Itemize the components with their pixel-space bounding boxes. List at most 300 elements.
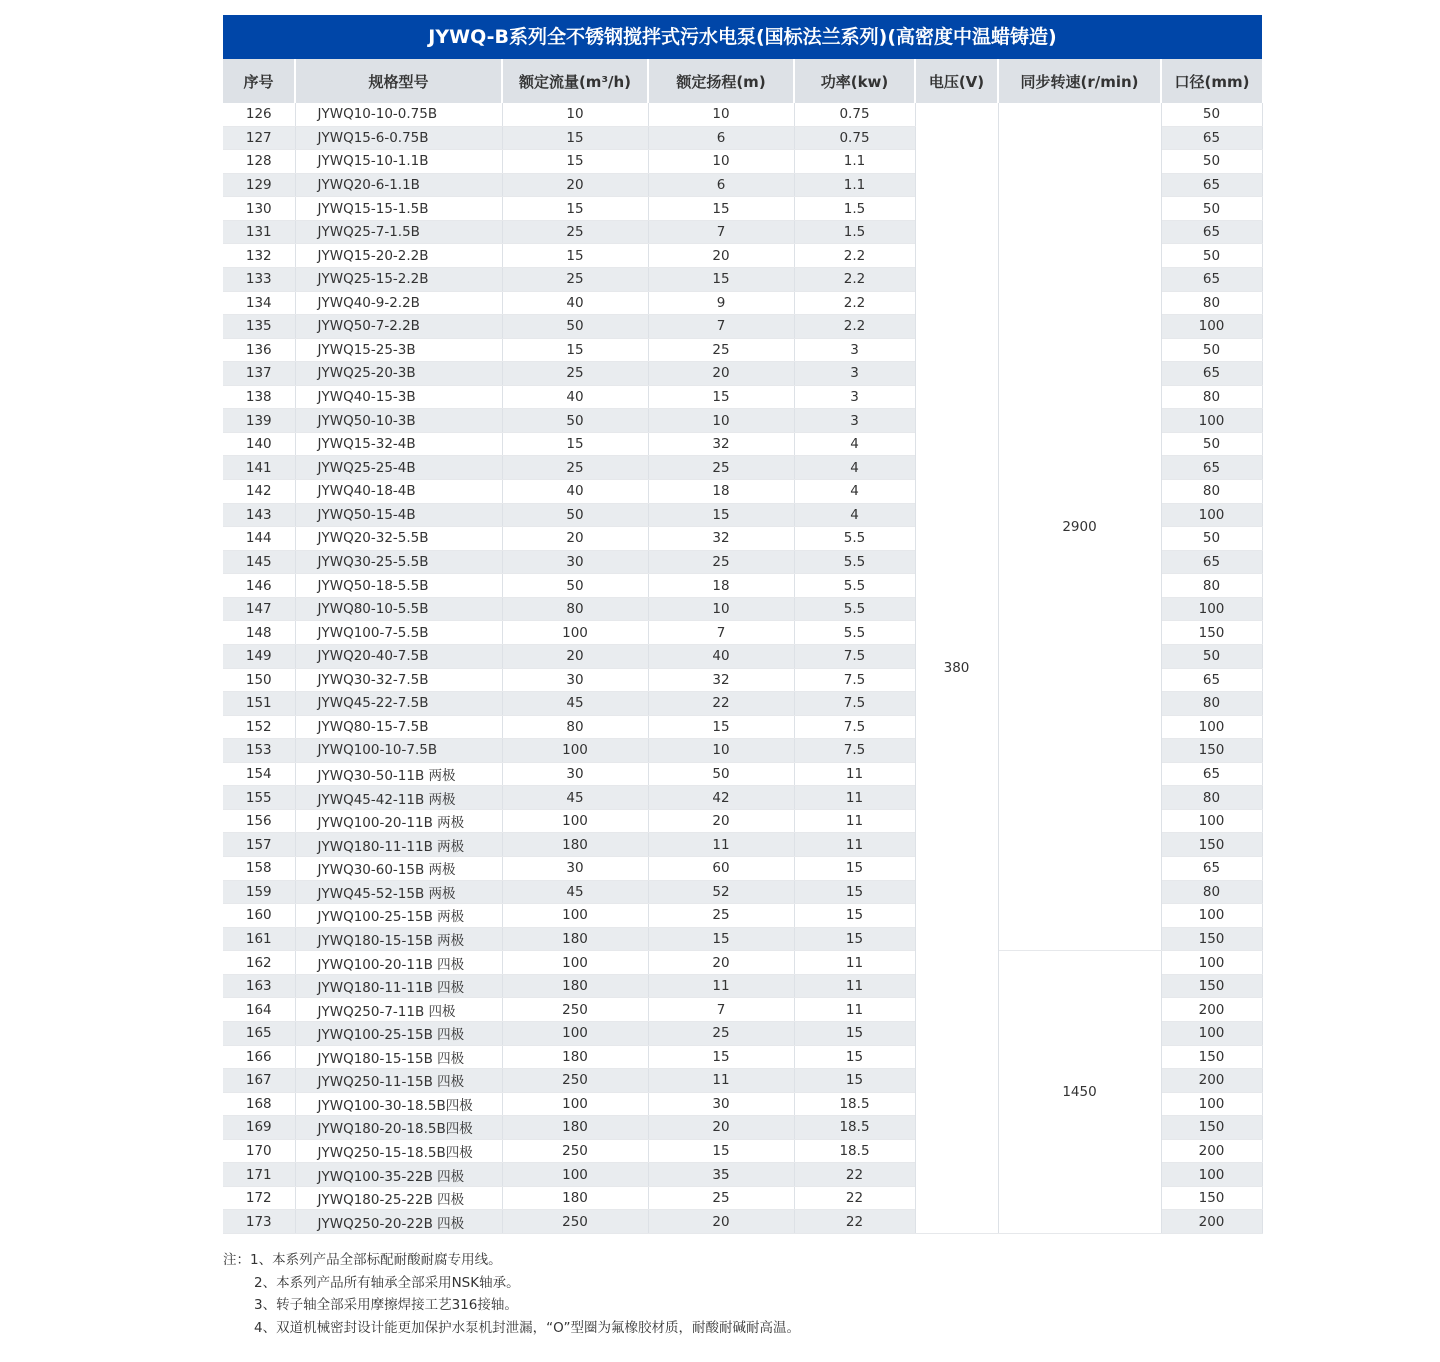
cell-head: 7 xyxy=(648,315,794,339)
cell-flow: 180 xyxy=(502,1116,648,1140)
cell-diameter: 150 xyxy=(1161,621,1262,645)
cell-no: 130 xyxy=(223,197,295,221)
cell-head: 60 xyxy=(648,857,794,881)
cell-flow: 50 xyxy=(502,409,648,433)
cell-head: 20 xyxy=(648,1116,794,1140)
cell-diameter: 200 xyxy=(1161,998,1262,1022)
cell-diameter: 200 xyxy=(1161,1210,1262,1234)
cell-model: JYWQ50-18-5.5B xyxy=(295,574,502,598)
table-body xyxy=(223,103,1262,1234)
cell-flow: 180 xyxy=(502,927,648,951)
cell-head: 15 xyxy=(648,1045,794,1069)
note-line: 4、双道机械密封设计能更加保护水泵机封泄漏，“O”型圈为氟橡胶材质，耐酸耐碱耐高温。 xyxy=(254,1319,800,1336)
cell-power: 11 xyxy=(794,809,915,833)
cell-head: 9 xyxy=(648,291,794,315)
cell-diameter: 65 xyxy=(1161,668,1262,692)
cell-diameter: 80 xyxy=(1161,385,1262,409)
cell-no: 138 xyxy=(223,385,295,409)
cell-diameter: 65 xyxy=(1161,173,1262,197)
cell-no: 169 xyxy=(223,1116,295,1140)
cell-flow: 250 xyxy=(502,998,648,1022)
cell-head: 20 xyxy=(648,1210,794,1234)
cell-speed: 2900 xyxy=(998,103,1161,951)
cell-model: JYWQ80-15-7.5B xyxy=(295,715,502,739)
cell-flow: 25 xyxy=(502,362,648,386)
cell-power: 15 xyxy=(794,904,915,928)
cell-flow: 15 xyxy=(502,244,648,268)
cell-no: 141 xyxy=(223,456,295,480)
cell-head: 11 xyxy=(648,1069,794,1093)
cell-no: 144 xyxy=(223,527,295,551)
cell-power: 3 xyxy=(794,338,915,362)
cell-no: 139 xyxy=(223,409,295,433)
cell-no: 140 xyxy=(223,432,295,456)
cell-no: 137 xyxy=(223,362,295,386)
cell-diameter: 80 xyxy=(1161,480,1262,504)
cell-power: 5.5 xyxy=(794,550,915,574)
cell-head: 25 xyxy=(648,456,794,480)
cell-power: 5.5 xyxy=(794,597,915,621)
cell-power: 2.2 xyxy=(794,267,915,291)
cell-power: 11 xyxy=(794,951,915,975)
cell-model: JYWQ100-7-5.5B xyxy=(295,621,502,645)
cell-diameter: 80 xyxy=(1161,291,1262,315)
cell-head: 15 xyxy=(648,267,794,291)
cell-head: 15 xyxy=(648,385,794,409)
cell-flow: 50 xyxy=(502,574,648,598)
cell-model: JYWQ30-25-5.5B xyxy=(295,550,502,574)
cell-model: JYWQ30-50-11B 两极 xyxy=(295,762,502,786)
cell-no: 162 xyxy=(223,951,295,975)
cell-flow: 15 xyxy=(502,150,648,174)
cell-power: 2.2 xyxy=(794,315,915,339)
cell-flow: 50 xyxy=(502,315,648,339)
cell-head: 10 xyxy=(648,150,794,174)
cell-voltage: 380 xyxy=(915,103,998,1234)
cell-head: 15 xyxy=(648,197,794,221)
cell-flow: 20 xyxy=(502,173,648,197)
cell-no: 165 xyxy=(223,1021,295,1045)
cell-diameter: 200 xyxy=(1161,1139,1262,1163)
cell-power: 22 xyxy=(794,1210,915,1234)
cell-model: JYWQ100-20-11B 两极 xyxy=(295,809,502,833)
cell-power: 5.5 xyxy=(794,527,915,551)
cell-no: 142 xyxy=(223,480,295,504)
cell-flow: 40 xyxy=(502,385,648,409)
cell-diameter: 50 xyxy=(1161,432,1262,456)
cell-no: 152 xyxy=(223,715,295,739)
cell-flow: 180 xyxy=(502,974,648,998)
cell-head: 35 xyxy=(648,1163,794,1187)
cell-head: 30 xyxy=(648,1092,794,1116)
cell-diameter: 100 xyxy=(1161,409,1262,433)
cell-diameter: 200 xyxy=(1161,1069,1262,1093)
table-header-row xyxy=(223,59,1262,103)
cell-flow: 45 xyxy=(502,786,648,810)
cell-power: 1.1 xyxy=(794,150,915,174)
cell-head: 20 xyxy=(648,362,794,386)
cell-head: 52 xyxy=(648,880,794,904)
cell-power: 15 xyxy=(794,880,915,904)
cell-model: JYWQ20-6-1.1B xyxy=(295,173,502,197)
cell-head: 42 xyxy=(648,786,794,810)
cell-power: 0.75 xyxy=(794,126,915,150)
cell-head: 25 xyxy=(648,1021,794,1045)
cell-power: 1.5 xyxy=(794,197,915,221)
cell-diameter: 150 xyxy=(1161,974,1262,998)
cell-diameter: 65 xyxy=(1161,857,1262,881)
header-flow: 额定流量(m³/h) xyxy=(502,59,648,103)
cell-no: 154 xyxy=(223,762,295,786)
cell-model: JYWQ250-20-22B 四极 xyxy=(295,1210,502,1234)
cell-power: 22 xyxy=(794,1186,915,1210)
cell-no: 133 xyxy=(223,267,295,291)
cell-diameter: 65 xyxy=(1161,126,1262,150)
cell-diameter: 65 xyxy=(1161,362,1262,386)
cell-flow: 15 xyxy=(502,432,648,456)
cell-flow: 100 xyxy=(502,951,648,975)
cell-diameter: 50 xyxy=(1161,644,1262,668)
cell-no: 146 xyxy=(223,574,295,598)
cell-power: 7.5 xyxy=(794,739,915,763)
cell-power: 18.5 xyxy=(794,1092,915,1116)
cell-flow: 100 xyxy=(502,1092,648,1116)
cell-power: 0.75 xyxy=(794,103,915,126)
cell-model: JYWQ50-10-3B xyxy=(295,409,502,433)
cell-no: 149 xyxy=(223,644,295,668)
cell-diameter: 150 xyxy=(1161,927,1262,951)
cell-head: 18 xyxy=(648,574,794,598)
cell-diameter: 150 xyxy=(1161,739,1262,763)
note-line: 2、本系列产品所有轴承全部采用NSK轴承。 xyxy=(254,1274,520,1291)
cell-model: JYWQ100-30-18.5B四极 xyxy=(295,1092,502,1116)
cell-no: 172 xyxy=(223,1186,295,1210)
cell-power: 15 xyxy=(794,1021,915,1045)
cell-diameter: 150 xyxy=(1161,1116,1262,1140)
cell-flow: 100 xyxy=(502,739,648,763)
cell-no: 129 xyxy=(223,173,295,197)
cell-no: 161 xyxy=(223,927,295,951)
cell-head: 15 xyxy=(648,503,794,527)
table-row xyxy=(223,951,1262,975)
cell-flow: 100 xyxy=(502,809,648,833)
cell-power: 15 xyxy=(794,1069,915,1093)
cell-model: JYWQ25-20-3B xyxy=(295,362,502,386)
cell-model: JYWQ30-32-7.5B xyxy=(295,668,502,692)
cell-model: JYWQ25-7-1.5B xyxy=(295,220,502,244)
cell-model: JYWQ180-11-11B 两极 xyxy=(295,833,502,857)
cell-power: 7.5 xyxy=(794,715,915,739)
cell-model: JYWQ180-25-22B 四极 xyxy=(295,1186,502,1210)
cell-head: 50 xyxy=(648,762,794,786)
cell-model: JYWQ100-25-15B 四极 xyxy=(295,1021,502,1045)
cell-diameter: 80 xyxy=(1161,786,1262,810)
cell-no: 135 xyxy=(223,315,295,339)
cell-diameter: 50 xyxy=(1161,244,1262,268)
cell-diameter: 100 xyxy=(1161,715,1262,739)
cell-flow: 250 xyxy=(502,1069,648,1093)
cell-diameter: 100 xyxy=(1161,1163,1262,1187)
cell-model: JYWQ15-6-0.75B xyxy=(295,126,502,150)
cell-head: 11 xyxy=(648,833,794,857)
header-diameter: 口径(mm) xyxy=(1161,59,1262,103)
cell-flow: 50 xyxy=(502,503,648,527)
cell-diameter: 150 xyxy=(1161,1186,1262,1210)
cell-diameter: 50 xyxy=(1161,150,1262,174)
cell-diameter: 100 xyxy=(1161,315,1262,339)
cell-flow: 180 xyxy=(502,1045,648,1069)
cell-model: JYWQ45-42-11B 两极 xyxy=(295,786,502,810)
cell-flow: 30 xyxy=(502,762,648,786)
cell-flow: 10 xyxy=(502,103,648,126)
cell-no: 126 xyxy=(223,103,295,126)
cell-no: 158 xyxy=(223,857,295,881)
table-title: JYWQ-B系列全不锈钢搅拌式污水电泵(国标法兰系列)(高密度中温蜡铸造) xyxy=(223,15,1262,59)
cell-head: 25 xyxy=(648,550,794,574)
cell-head: 6 xyxy=(648,173,794,197)
cell-power: 22 xyxy=(794,1163,915,1187)
cell-no: 171 xyxy=(223,1163,295,1187)
cell-flow: 20 xyxy=(502,527,648,551)
cell-no: 167 xyxy=(223,1069,295,1093)
cell-no: 155 xyxy=(223,786,295,810)
cell-diameter: 80 xyxy=(1161,880,1262,904)
header-head: 额定扬程(m) xyxy=(648,59,794,103)
cell-model: JYWQ180-15-15B 四极 xyxy=(295,1045,502,1069)
cell-diameter: 65 xyxy=(1161,550,1262,574)
cell-model: JYWQ40-18-4B xyxy=(295,480,502,504)
cell-head: 20 xyxy=(648,951,794,975)
cell-head: 10 xyxy=(648,739,794,763)
cell-diameter: 65 xyxy=(1161,267,1262,291)
cell-no: 156 xyxy=(223,809,295,833)
cell-flow: 250 xyxy=(502,1139,648,1163)
cell-model: JYWQ20-40-7.5B xyxy=(295,644,502,668)
note-line: 注：1、本系列产品全部标配耐酸耐腐专用线。 xyxy=(223,1252,502,1268)
cell-head: 6 xyxy=(648,126,794,150)
cell-head: 40 xyxy=(648,644,794,668)
cell-flow: 30 xyxy=(502,857,648,881)
cell-model: JYWQ40-9-2.2B xyxy=(295,291,502,315)
cell-diameter: 80 xyxy=(1161,692,1262,716)
cell-no: 164 xyxy=(223,998,295,1022)
cell-head: 10 xyxy=(648,409,794,433)
cell-diameter: 50 xyxy=(1161,338,1262,362)
notes xyxy=(223,1249,800,1339)
cell-diameter: 100 xyxy=(1161,809,1262,833)
cell-no: 150 xyxy=(223,668,295,692)
cell-flow: 25 xyxy=(502,220,648,244)
cell-flow: 30 xyxy=(502,550,648,574)
cell-model: JYWQ40-15-3B xyxy=(295,385,502,409)
spec-table xyxy=(223,59,1263,1234)
cell-model: JYWQ100-35-22B 四极 xyxy=(295,1163,502,1187)
cell-power: 2.2 xyxy=(794,291,915,315)
cell-no: 157 xyxy=(223,833,295,857)
cell-flow: 100 xyxy=(502,621,648,645)
cell-diameter: 100 xyxy=(1161,951,1262,975)
cell-diameter: 100 xyxy=(1161,904,1262,928)
cell-power: 4 xyxy=(794,432,915,456)
cell-head: 32 xyxy=(648,527,794,551)
cell-head: 18 xyxy=(648,480,794,504)
cell-no: 147 xyxy=(223,597,295,621)
cell-flow: 80 xyxy=(502,597,648,621)
cell-power: 15 xyxy=(794,857,915,881)
header-speed: 同步转速(r/min) xyxy=(998,59,1161,103)
cell-model: JYWQ80-10-5.5B xyxy=(295,597,502,621)
cell-power: 3 xyxy=(794,385,915,409)
cell-diameter: 50 xyxy=(1161,197,1262,221)
cell-no: 148 xyxy=(223,621,295,645)
cell-power: 7.5 xyxy=(794,692,915,716)
cell-head: 7 xyxy=(648,998,794,1022)
cell-diameter: 100 xyxy=(1161,503,1262,527)
cell-flow: 45 xyxy=(502,692,648,716)
header-power: 功率(kw) xyxy=(794,59,915,103)
cell-model: JYWQ25-15-2.2B xyxy=(295,267,502,291)
cell-head: 10 xyxy=(648,103,794,126)
cell-power: 5.5 xyxy=(794,574,915,598)
table-row xyxy=(223,103,1262,126)
cell-head: 32 xyxy=(648,668,794,692)
cell-power: 4 xyxy=(794,480,915,504)
cell-no: 143 xyxy=(223,503,295,527)
cell-model: JYWQ25-25-4B xyxy=(295,456,502,480)
cell-head: 32 xyxy=(648,432,794,456)
cell-model: JYWQ100-25-15B 两极 xyxy=(295,904,502,928)
cell-power: 7.5 xyxy=(794,668,915,692)
cell-head: 15 xyxy=(648,715,794,739)
cell-no: 163 xyxy=(223,974,295,998)
cell-diameter: 65 xyxy=(1161,456,1262,480)
cell-flow: 250 xyxy=(502,1210,648,1234)
cell-flow: 100 xyxy=(502,1021,648,1045)
cell-model: JYWQ15-20-2.2B xyxy=(295,244,502,268)
cell-speed: 1450 xyxy=(998,951,1161,1234)
cell-model: JYWQ45-22-7.5B xyxy=(295,692,502,716)
cell-model: JYWQ15-32-4B xyxy=(295,432,502,456)
header-voltage: 电压(V) xyxy=(915,59,998,103)
cell-power: 11 xyxy=(794,762,915,786)
cell-model: JYWQ250-11-15B 四极 xyxy=(295,1069,502,1093)
cell-flow: 100 xyxy=(502,1163,648,1187)
cell-head: 7 xyxy=(648,220,794,244)
cell-diameter: 80 xyxy=(1161,574,1262,598)
cell-power: 15 xyxy=(794,1045,915,1069)
cell-power: 18.5 xyxy=(794,1139,915,1163)
cell-no: 151 xyxy=(223,692,295,716)
cell-flow: 25 xyxy=(502,267,648,291)
cell-diameter: 100 xyxy=(1161,1021,1262,1045)
cell-no: 170 xyxy=(223,1139,295,1163)
cell-diameter: 65 xyxy=(1161,762,1262,786)
cell-diameter: 100 xyxy=(1161,597,1262,621)
cell-model: JYWQ180-11-11B 四极 xyxy=(295,974,502,998)
header-no: 序号 xyxy=(223,59,295,103)
cell-no: 132 xyxy=(223,244,295,268)
cell-flow: 45 xyxy=(502,880,648,904)
cell-flow: 15 xyxy=(502,338,648,362)
cell-model: JYWQ20-32-5.5B xyxy=(295,527,502,551)
cell-model: JYWQ250-15-18.5B四极 xyxy=(295,1139,502,1163)
cell-head: 20 xyxy=(648,244,794,268)
cell-diameter: 65 xyxy=(1161,220,1262,244)
cell-flow: 30 xyxy=(502,668,648,692)
cell-head: 20 xyxy=(648,809,794,833)
cell-power: 15 xyxy=(794,927,915,951)
cell-no: 166 xyxy=(223,1045,295,1069)
cell-flow: 180 xyxy=(502,833,648,857)
cell-no: 136 xyxy=(223,338,295,362)
cell-no: 145 xyxy=(223,550,295,574)
cell-model: JYWQ15-25-3B xyxy=(295,338,502,362)
cell-head: 10 xyxy=(648,597,794,621)
cell-head: 25 xyxy=(648,904,794,928)
cell-power: 11 xyxy=(794,998,915,1022)
note-line: 3、转子轴全部采用摩擦焊接工艺316接轴。 xyxy=(254,1297,518,1313)
cell-head: 22 xyxy=(648,692,794,716)
cell-model: JYWQ180-15-15B 两极 xyxy=(295,927,502,951)
cell-power: 3 xyxy=(794,409,915,433)
cell-no: 131 xyxy=(223,220,295,244)
cell-flow: 15 xyxy=(502,126,648,150)
cell-diameter: 50 xyxy=(1161,103,1262,126)
cell-power: 2.2 xyxy=(794,244,915,268)
cell-head: 11 xyxy=(648,974,794,998)
cell-flow: 25 xyxy=(502,456,648,480)
cell-model: JYWQ100-20-11B 四极 xyxy=(295,951,502,975)
cell-power: 5.5 xyxy=(794,621,915,645)
cell-power: 11 xyxy=(794,974,915,998)
cell-diameter: 150 xyxy=(1161,833,1262,857)
cell-model: JYWQ50-15-4B xyxy=(295,503,502,527)
cell-power: 11 xyxy=(794,786,915,810)
cell-flow: 15 xyxy=(502,197,648,221)
cell-head: 25 xyxy=(648,338,794,362)
cell-power: 18.5 xyxy=(794,1116,915,1140)
cell-no: 168 xyxy=(223,1092,295,1116)
cell-power: 7.5 xyxy=(794,644,915,668)
cell-model: JYWQ30-60-15B 两极 xyxy=(295,857,502,881)
cell-model: JYWQ45-52-15B 两极 xyxy=(295,880,502,904)
cell-head: 7 xyxy=(648,621,794,645)
cell-model: JYWQ100-10-7.5B xyxy=(295,739,502,763)
cell-no: 128 xyxy=(223,150,295,174)
cell-no: 159 xyxy=(223,880,295,904)
cell-head: 15 xyxy=(648,1139,794,1163)
cell-diameter: 50 xyxy=(1161,527,1262,551)
spec-table-container xyxy=(223,15,1262,1234)
cell-model: JYWQ250-7-11B 四极 xyxy=(295,998,502,1022)
cell-head: 15 xyxy=(648,927,794,951)
cell-power: 1.5 xyxy=(794,220,915,244)
cell-flow: 20 xyxy=(502,644,648,668)
cell-diameter: 150 xyxy=(1161,1045,1262,1069)
cell-no: 134 xyxy=(223,291,295,315)
cell-flow: 180 xyxy=(502,1186,648,1210)
cell-flow: 40 xyxy=(502,480,648,504)
header-model: 规格型号 xyxy=(295,59,502,103)
cell-power: 4 xyxy=(794,456,915,480)
cell-power: 11 xyxy=(794,833,915,857)
cell-power: 3 xyxy=(794,362,915,386)
cell-no: 153 xyxy=(223,739,295,763)
cell-model: JYWQ50-7-2.2B xyxy=(295,315,502,339)
cell-flow: 100 xyxy=(502,904,648,928)
cell-power: 1.1 xyxy=(794,173,915,197)
cell-no: 160 xyxy=(223,904,295,928)
